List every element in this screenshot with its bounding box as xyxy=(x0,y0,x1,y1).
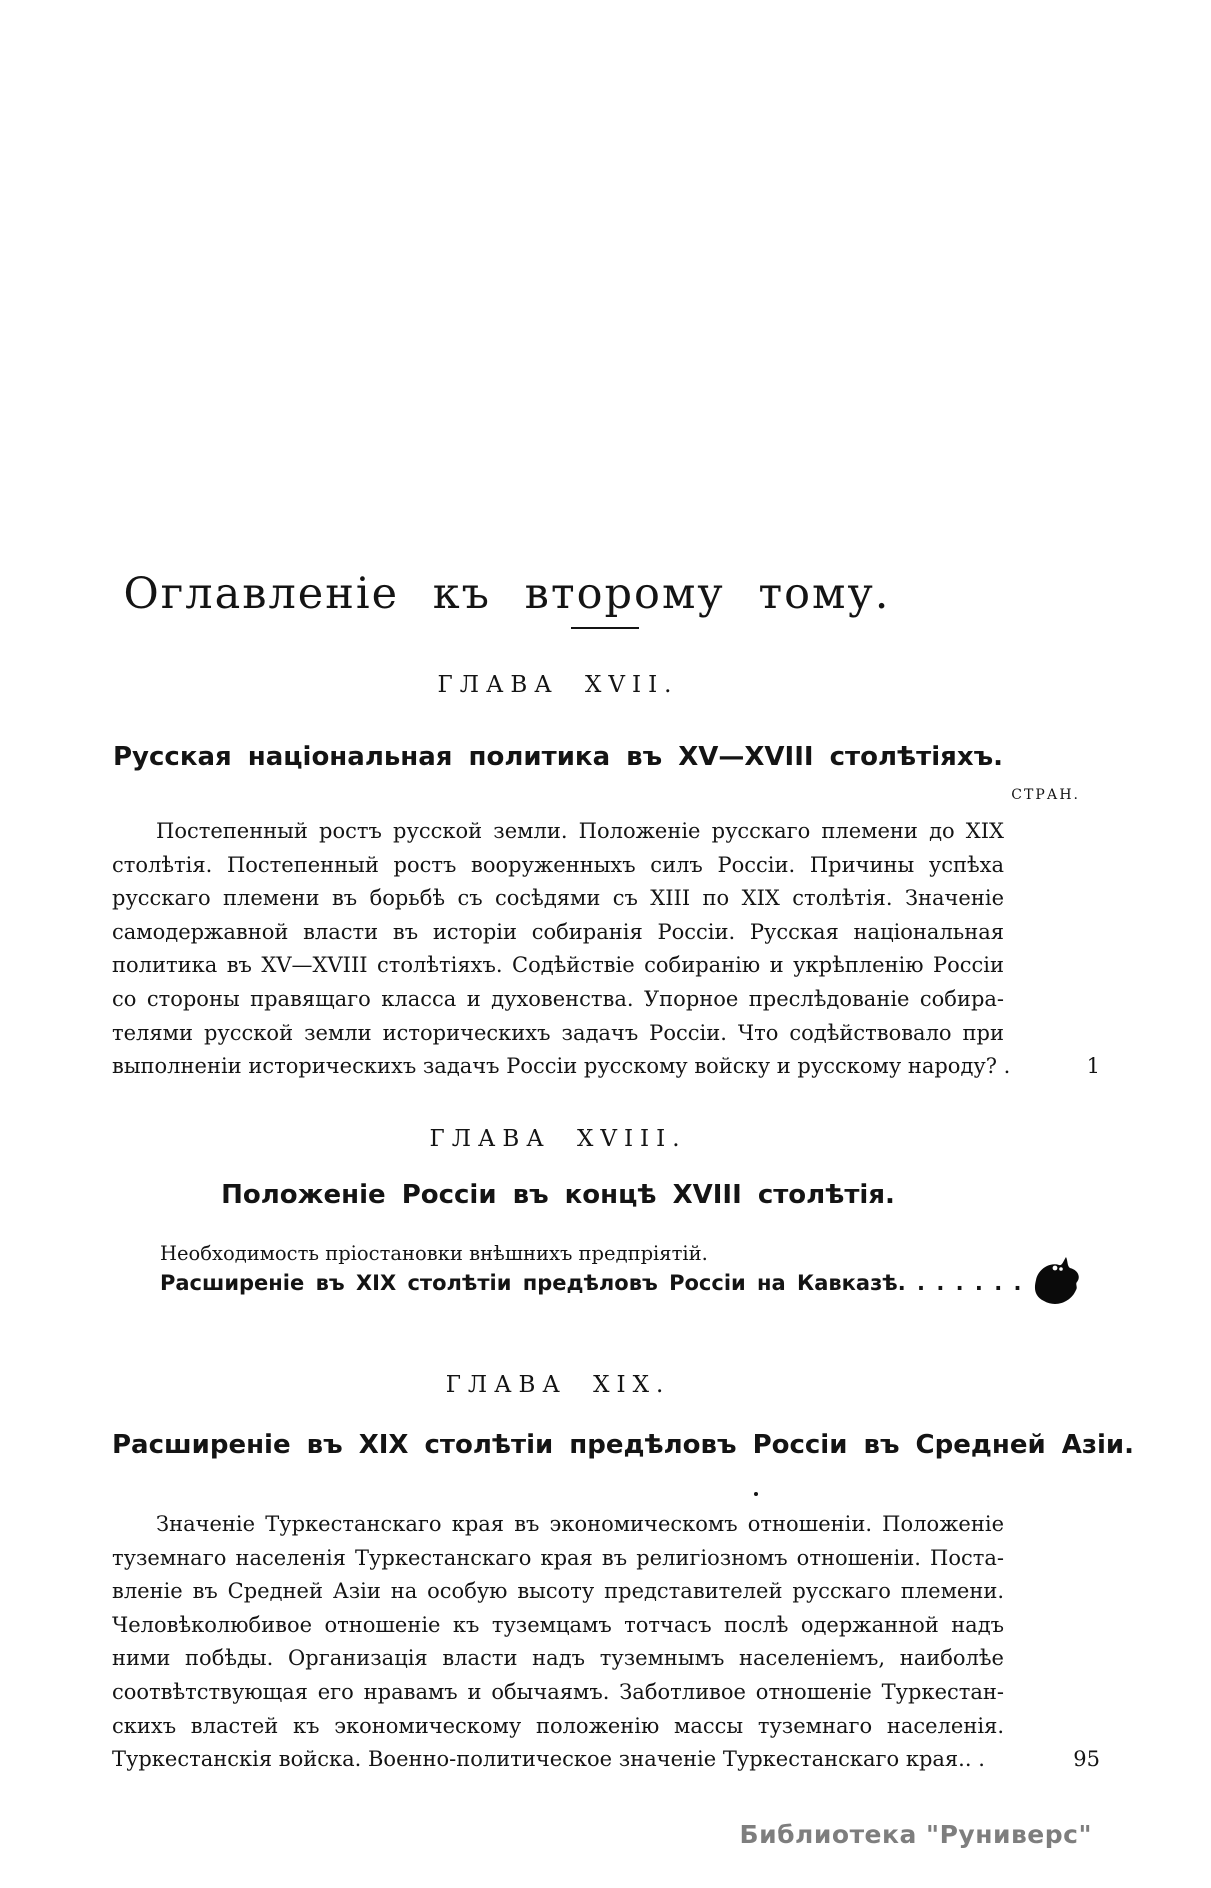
toc-entry: Необходимость пріостановки внѣшнихъ предпріятій. xyxy=(160,1242,708,1265)
summary-line: соотвѣтствующая его нравамъ и обычаямъ. Заботливое отношеніе Туркестан- xyxy=(112,1679,1004,1704)
toc-entry: Расширеніе въ XIX столѣтіи предѣловъ Россіи на Кавказѣ. . . . . . . xyxy=(160,1271,1022,1295)
chapter-18-entries xyxy=(160,1240,1100,1298)
summary-last-line xyxy=(112,1050,1100,1084)
summary-line: Туркестанскія войска. Военно-политическое значеніе Туркестанскаго края.. . xyxy=(112,1747,985,1772)
chapter-19-summary xyxy=(112,1508,1100,1777)
chapter-19-heading: Расширеніе въ XIX столѣтіи предѣловъ Россіи въ Средней Азіи. xyxy=(112,1430,1134,1460)
summary-line: скихъ властей къ экономическому положенію массы туземнаго населенія. xyxy=(112,1713,1004,1738)
chapter-17-heading: Русская національная политика въ XV—XVIII столѣтіяхъ. xyxy=(112,742,1004,772)
chapter-18-label: ГЛАВА XVIII. xyxy=(429,1126,687,1152)
ink-blot-artifact xyxy=(1028,1256,1090,1314)
chapter-19-label: ГЛАВА XIX. xyxy=(445,1372,671,1398)
page-column-header: СТРАН. xyxy=(1011,787,1080,803)
stray-dot-artifact xyxy=(754,1492,758,1496)
summary-line: столѣтія. Постепенный ростъ вооруженныхъ силъ Россіи. Причины успѣха xyxy=(112,852,1004,877)
summary-line: Постепенный ростъ русской земли. Положеніе русскаго племени до XIX xyxy=(156,819,1004,843)
library-watermark: Библиотека "Руниверс" xyxy=(739,1820,1092,1849)
summary-line: вленіе въ Средней Азіи на особую высоту представителей русскаго племени. xyxy=(112,1579,1004,1604)
summary-line: ними побѣды. Организація власти надъ туземнымъ населеніемъ, наиболѣе xyxy=(112,1646,1004,1671)
summary-line: политика въ XV—XVIII столѣтіяхъ. Содѣйствіе собиранію и укрѣпленію Россіи xyxy=(112,953,1004,978)
page-title: Оглавленіе къ второму тому. xyxy=(123,568,891,619)
chapter-17-label: ГЛАВА XVII. xyxy=(437,672,679,698)
summary-line: выполненіи историческихъ задачъ Россіи русскому войску и русскому народу? . xyxy=(112,1054,1011,1079)
chapter-18-heading: Положеніе Россіи въ концѣ XVIII столѣтія. xyxy=(221,1180,895,1210)
summary-line: со стороны правящаго класса и духовенства. Упорное преслѣдованіе собира- xyxy=(112,986,1004,1011)
summary-line: Человѣколюбивое отношеніе къ туземцамъ тотчасъ послѣ одержанной надъ xyxy=(112,1612,1004,1637)
chapter-19-page-number: 95 xyxy=(1073,1747,1100,1772)
chapter-17-page-number: 1 xyxy=(1086,1054,1100,1079)
summary-line: русскаго племени въ борьбѣ съ сосѣдями съ XIII по XIX столѣтія. Значеніе xyxy=(112,886,1004,911)
summary-last-line xyxy=(112,1743,1100,1777)
chapter-17-summary xyxy=(112,815,1100,1084)
summary-line: туземнаго населенія Туркестанскаго края въ религіозномъ отношеніи. Поста- xyxy=(112,1545,1004,1570)
title-divider-rule xyxy=(571,627,639,629)
summary-line: самодержавной власти въ исторіи собиранія Россіи. Русская національная xyxy=(112,919,1004,944)
summary-line: телями русской земли историческихъ задачъ Россіи. Что содѣйствовало при xyxy=(112,1020,1004,1045)
summary-line: Значеніе Туркестанскаго края въ экономическомъ отношеніи. Положеніе xyxy=(156,1512,1004,1536)
